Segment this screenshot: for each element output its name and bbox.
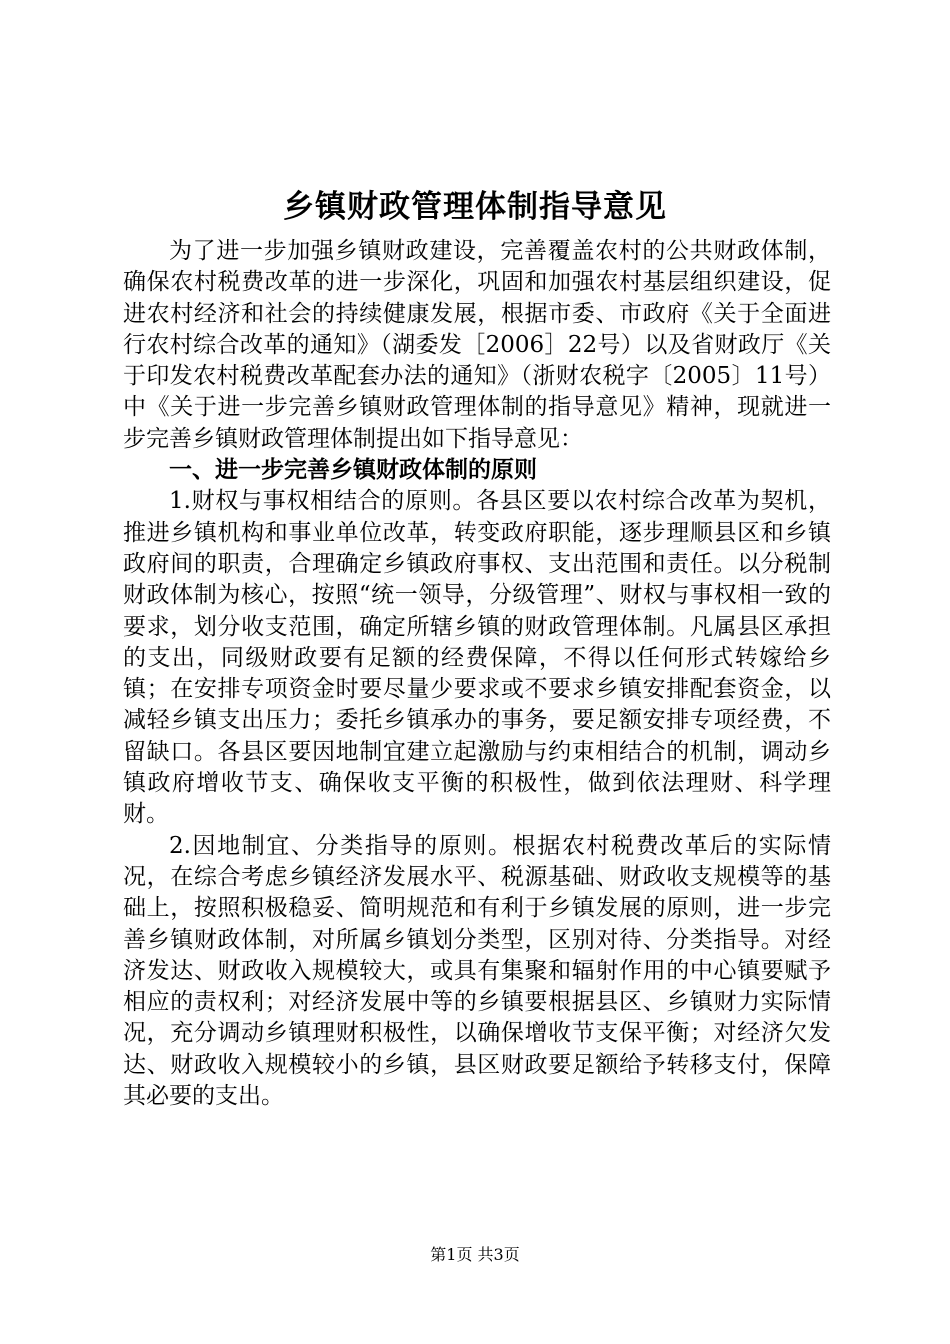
principle-paragraph-2: 2.因地制宜、分类指导的原则。根据农村税费改革后的实际情况，在综合考虑乡镇经济发展水平、税源基础、财政收支规模等的基础上，按照积极稳妥、简明规范和有利于乡镇发展的原则，进一步完善乡镇财政体制，对所属乡镇划分类型，区别对待、分类指导。对经济发达、财政收入规模较大，或具有集聚和辐射作用的中心镇要赋予相应的责权利；对经济发展中等的乡镇要根据县区、乡镇财力实际情况，充分调动乡镇理财积极性，以确保增收节支保平衡；对经济欠发达、财政收入规模较小的乡镇，县区财政要足额给予转移支付，保障其必要的支出。 bbox=[123, 832, 831, 1110]
page-footer: 第1页 共3页 bbox=[430, 1245, 520, 1264]
intro-paragraph: 为了进一步加强乡镇财政建设，完善覆盖农村的公共财政体制，确保农村税费改革的进一步深化，巩固和加强农村基层组织建设，促进农村经济和社会的持续健康发展，根据市委、市政府《关于全面进行农村综合改革的通知》（湖委发［2006］22号）以及省财政厅《关于印发农村税费改革配套办法的通知》（浙财农税字〔2005〕11号）中《关于进一步完善乡镇财政管理体制的指导意见》精神，现就进一步完善乡镇财政管理体制提出如下指导意见： bbox=[123, 238, 831, 452]
principle-paragraph-1: 1.财权与事权相结合的原则。各县区要以农村综合改革为契机，推进乡镇机构和事业单位改革，转变政府职能，逐步理顺县区和乡镇政府间的职责，合理确定乡镇政府事权、支出范围和责任。以分税制财政体制为核心，按照“统一领导，分级管理”、财权与事权相一致的要求，划分收支范围，确定所辖乡镇的财政管理体制。凡属县区承担的支出，同级财政要有足额的经费保障，不得以任何形式转嫁给乡镇；在安排专项资金时要尽量少要求或不要求乡镇安排配套资金，以减轻乡镇支出压力；委托乡镇承办的事务，要足额安排专项经费，不留缺口。各县区要因地制宜建立起激励与约束相结合的机制，调动乡镇政府增收节支、确保收支平衡的积极性，做到依法理财、科学理财。 bbox=[123, 488, 831, 828]
document-title: 乡镇财政管理体制指导意见 bbox=[283, 189, 667, 225]
section-heading: 一、进一步完善乡镇财政体制的原则 bbox=[169, 457, 537, 484]
document-body bbox=[123, 236, 831, 1112]
